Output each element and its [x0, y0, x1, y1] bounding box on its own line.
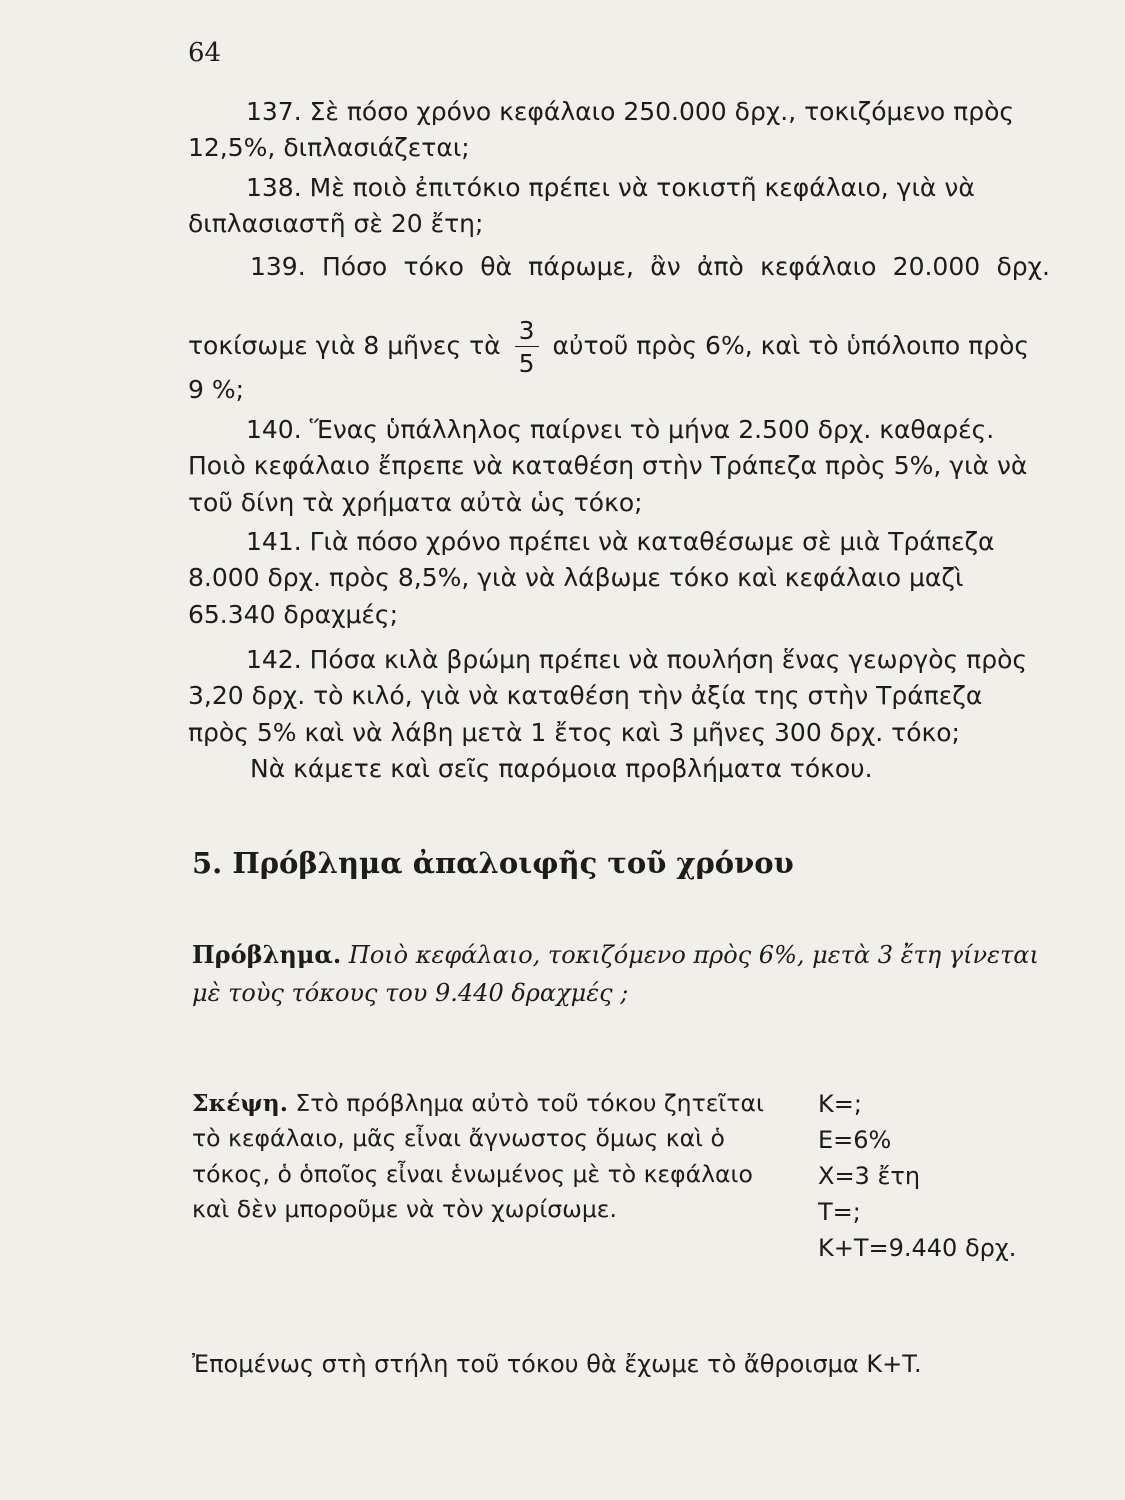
variable-capital: K=; [818, 1090, 862, 1118]
problem-138 [188, 170, 1050, 243]
variables-list [818, 1086, 1016, 1266]
problem-text: Σὲ πόσο χρόνο κεφάλαιο 250.000 δρχ., τοκιζόμενο πρὸς 12,5%, διπλασιάζεται; [188, 97, 1015, 163]
section-title: 5. Πρόβλημα ἀπαλοιφῆς τοῦ χρόνου [192, 846, 794, 880]
problem-text: τοκίσωμε γιὰ 8 μῆνες τὰ [188, 331, 501, 360]
problem-number: 142. [246, 645, 302, 674]
closing-instruction: Νὰ κάμετε καὶ σεῖς παρόμοια προβλήματα τόκου. [250, 754, 873, 783]
problem-text: αὐτοῦ πρὸς 6%, καὶ τὸ ὑπόλοιπο πρὸς [552, 331, 1030, 360]
problem-141 [188, 524, 1050, 633]
fraction-denominator: 5 [518, 349, 535, 378]
variable-time: X=3 ἔτη [818, 1162, 921, 1190]
page-number: 64 [188, 38, 222, 68]
variable-sum: K+T=9.440 δρχ. [818, 1234, 1017, 1262]
fraction-numerator: 3 [515, 318, 539, 347]
problem-number: 139. [250, 252, 306, 281]
problem-text: Μὲ ποιὸ ἐπιτόκιο πρέπει νὰ τοκιστῆ κεφάλαιο, γιὰ νὰ διπλασιαστῆ σὲ 20 ἔτη; [188, 173, 975, 239]
example-text: Ποιὸ κεφάλαιο, τοκιζόμενο πρὸς 6%, μετὰ 3 ἔτη γίνεται μὲ τοὺς τόκους του 9.440 δραχμές ; [192, 941, 1039, 1008]
problem-text: Πόσο τόκο θὰ πάρωμε, ἂν ἀπὸ κεφάλαιο 20.000 δρχ. [321, 252, 1050, 281]
example-label: Πρόβλημα. [192, 940, 342, 969]
conclusion: Ἐπομένως στὴ στήλη τοῦ τόκου θὰ ἔχωμε τὸ ἄθροισμα K+T. [192, 1350, 922, 1378]
problem-text: Πόσα κιλὰ βρώμη πρέπει νὰ πουλήση ἕνας γεωργὸς πρὸς 3,20 δρχ. τὸ κιλό, γιὰ νὰ καταθέση τὴν ἀξία της στὴν Τράπεζα πρὸς 5% καὶ νὰ λάβη μετὰ 1 ἔτος καὶ 3 μῆνες 300 δρχ. τόκο; [188, 645, 1028, 747]
problem-142 [188, 642, 1050, 751]
problem-139-line-2 [188, 318, 1050, 376]
problem-number: 140. [246, 415, 302, 444]
problem-139-line-3: 9 %; [188, 375, 245, 404]
fraction [515, 318, 539, 376]
problem-text: Ἕνας ὑπάλληλος παίρνει τὸ μήνα 2.500 δρχ. καθαρές. Ποιὸ κεφάλαιο ἔπρεπε νὰ καταθέση στὴν Τράπεζα πρὸς 5%, γιὰ νὰ τοῦ δίνη τὰ χρήματα αὐτὰ ὡς τόκο; [188, 415, 1028, 517]
problem-137 [188, 94, 1050, 167]
variable-interest: T=; [818, 1198, 861, 1226]
problem-139-line-1 [250, 252, 1050, 281]
reasoning-label: Σκέψη. [192, 1089, 288, 1117]
problem-number: 141. [246, 527, 302, 556]
reasoning-text: Στὸ πρόβλημα αὐτὸ τοῦ τόκου ζητεῖται τὸ κεφάλαιο, μᾶς εἶναι ἄγνωστος ὅμως καὶ ὁ τόκος, ὁ ὁποῖος εἶναι ἑνωμένος μὲ τὸ κεφάλαιο καὶ δὲν μποροῦμε νὰ τὸν χωρίσωμε. [192, 1089, 764, 1223]
problem-text: Γιὰ πόσο χρόνο πρέπει νὰ καταθέσωμε σὲ μιὰ Τράπεζα 8.000 δρχ. πρὸς 8,5%, γιὰ νὰ λάβωμε τόκο καὶ κεφάλαιο μαζὶ 65.340 δραχμές; [188, 527, 995, 629]
example-problem [192, 936, 1054, 1013]
problem-number: 138. [246, 173, 302, 202]
problem-number: 137. [246, 97, 302, 126]
variable-rate: E=6% [818, 1126, 892, 1154]
problem-140 [188, 412, 1050, 521]
reasoning [192, 1086, 777, 1227]
